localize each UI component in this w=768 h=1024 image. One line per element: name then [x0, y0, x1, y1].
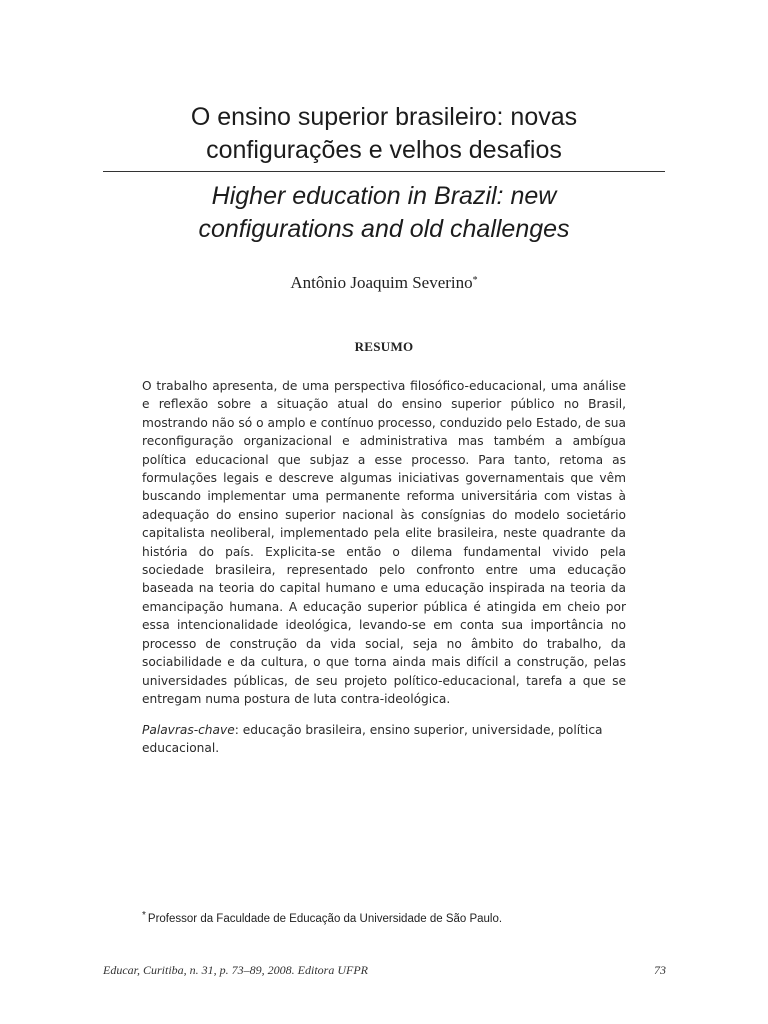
title-english-line-1: Higher education in Brazil: new — [211, 182, 557, 210]
author-line — [100, 272, 668, 294]
abstract-heading: RESUMO — [354, 339, 414, 354]
footnote-text: Professor da Faculdade de Educação da Universidade de São Paulo. — [147, 913, 503, 925]
author-footnote-marker: * — [472, 275, 478, 286]
title-english — [100, 180, 668, 246]
title-portuguese-line-1: O ensino superior brasileiro: novas — [190, 103, 578, 131]
page-number: 73 — [654, 963, 666, 977]
keywords — [142, 721, 626, 758]
keywords-list: : educação brasileira, ensino superior, universidade, política educacional. — [142, 723, 603, 756]
keywords-label: Palavras-chave — [142, 723, 235, 737]
footnote — [142, 911, 662, 927]
footnote-marker: * — [142, 910, 146, 921]
author-name: Antônio Joaquim Severino — [290, 273, 473, 292]
title-portuguese — [100, 101, 668, 167]
journal-citation: Educar, Curitiba, n. 31, p. 73–89, 2008. Editora UFPR — [103, 963, 368, 977]
abstract-text: O trabalho apresenta, de uma perspectiva filosófico-educacional, uma análise e reflexão sobre a situação atual do ensino superior público no Brasil, mostrando não só o amplo e contínuo processo, conduzido pelo Estado, de sua reconfiguração organizacional e administrativa mas também a ambígua política educacional que subjaz a esse processo. Para tanto, retoma as formulações legais e descreve algumas iniciativas governamentais que vêm buscando implementar uma permanente reforma universitária com vistas à adequação do ensino superior nacional às consígnias do modelo societário capitalista neoliberal, implementado pela elite brasileira, neste quadrante da história do país. Explicita-se então o dilema fundamental vivido pela sociedade brasileira, representado pelo confronto entre uma educação baseada na teoria do capital humano e uma educação inspirada na teoria da emancipação humana. A educação superior pública é atingida em cheio por essa intencionalidade ideológica, levando-se em conta sua importância no processo de construção da vida social, seja no âmbito do trabalho, da sociabilidade e da cultura, o que torna ainda mais difícil a construção, pelas universidades públicas, de seu projeto político-educacional, tarefa a que se entregam numa postura de luta contra-ideológica. — [142, 379, 626, 706]
title-english-line-2: configurations and old challenges — [198, 215, 570, 243]
title-portuguese-line-2: configurações e velhos desafios — [206, 136, 562, 164]
title-divider — [103, 171, 665, 172]
